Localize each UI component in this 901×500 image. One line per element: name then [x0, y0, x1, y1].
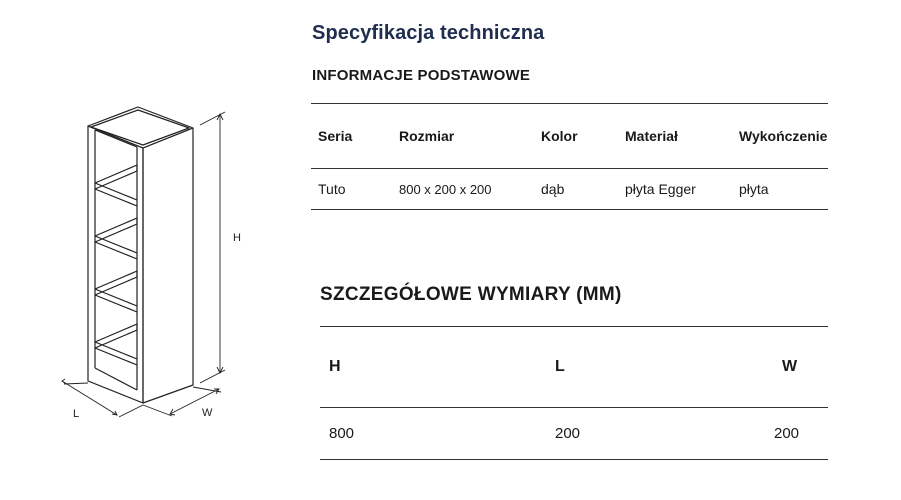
table-header-row — [320, 327, 828, 408]
column-header-w: W — [768, 327, 828, 408]
cell-material: płyta Egger — [618, 169, 732, 210]
cell-color: dąb — [534, 169, 618, 210]
table-row — [320, 408, 828, 460]
cell-finish: płyta — [732, 169, 828, 210]
basic-info-heading: INFORMACJE PODSTAWOWE — [312, 67, 531, 84]
dimension-label-h: H — [233, 232, 241, 244]
column-header-l: L — [547, 327, 768, 408]
cell-w: 200 — [768, 408, 828, 460]
cabinet-diagram — [40, 90, 290, 430]
page-title: Specyfikacja techniczna — [312, 22, 545, 44]
cell-size: 800 x 200 x 200 — [392, 169, 534, 210]
table-row — [311, 169, 828, 210]
column-header-material: Materiał — [618, 104, 732, 169]
column-header-size: Rozmiar — [392, 104, 534, 169]
cell-h: 800 — [320, 408, 547, 460]
dimension-label-l: L — [73, 408, 80, 420]
column-header-h: H — [320, 327, 547, 408]
dimensions-heading: SZCZEGÓŁOWE WYMIARY (MM) — [320, 284, 622, 305]
column-header-finish: Wykończenie — [732, 104, 828, 169]
table-header-row — [311, 104, 828, 169]
column-header-color: Kolor — [534, 104, 618, 169]
column-header-series: Seria — [311, 104, 392, 169]
dimensions-table — [320, 326, 828, 460]
cell-series: Tuto — [311, 169, 392, 210]
dimension-label-w: W — [202, 407, 213, 419]
basic-info-table — [311, 103, 828, 210]
cell-l: 200 — [547, 408, 768, 460]
